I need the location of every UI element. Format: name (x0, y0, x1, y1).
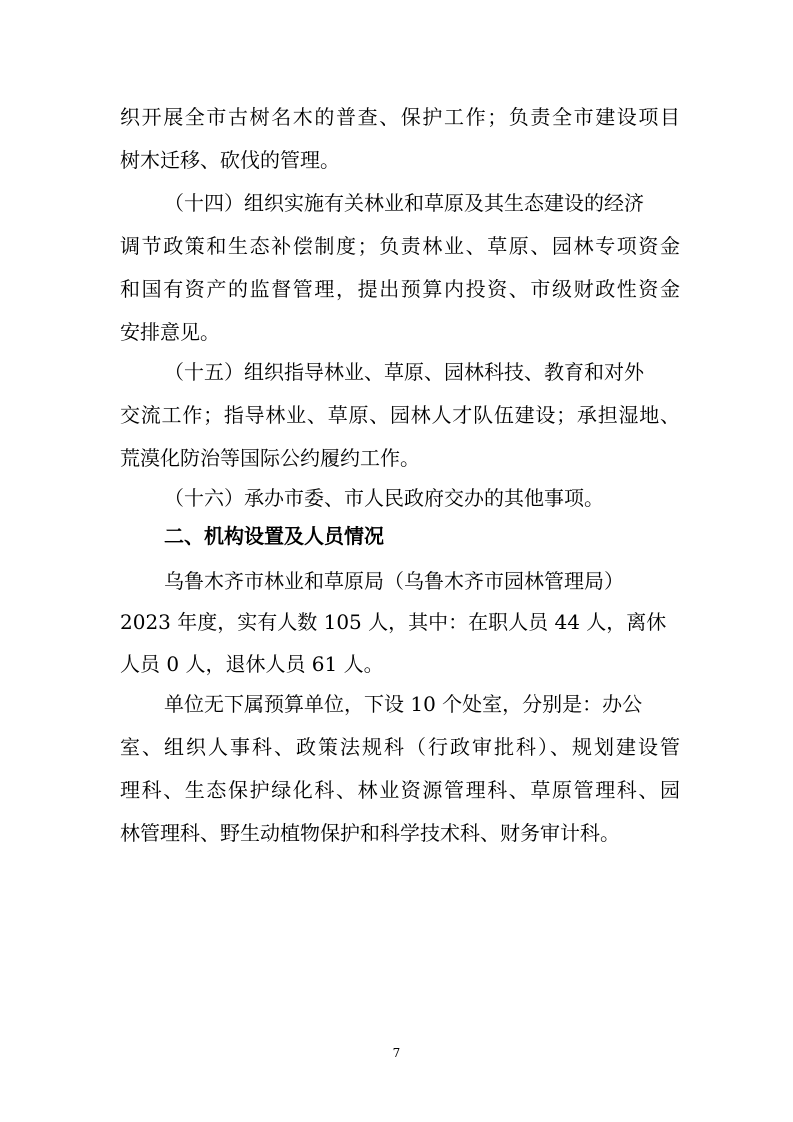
paragraph-line: 和国有资产的监督管理，提出预算内投资、市级财政性资金 (120, 277, 680, 301)
paragraph-line: 单位无下属预算单位，下设 10 个处室，分别是：办公 (164, 692, 643, 716)
paragraph-line: （十五）组织指导林业、草原、园林科技、教育和对外 (164, 360, 644, 384)
paragraph-line: 室、组织人事科、政策法规科（行政审批科）、规划建设管 (120, 735, 680, 759)
paragraph-line: 交流工作；指导林业、草原、园林人才队伍建设；承担湿地、 (120, 403, 680, 427)
paragraph-line: 2023 年度，实有人数 105 人，其中：在职人员 44 人，离休 (120, 610, 667, 634)
paragraph-line: （十四）组织实施有关林业和草原及其生态建设的经济 (164, 191, 644, 215)
paragraph-line: 织开展全市古树名木的普查、保护工作；负责全市建设项目 (120, 105, 680, 129)
paragraph-line: 安排意见。 (120, 320, 220, 344)
paragraph-line: （十六）承办市委、市人民政府交办的其他事项。 (164, 486, 604, 510)
paragraph-line: 理科、生态保护绿化科、林业资源管理科、草原管理科、园 (120, 778, 680, 802)
paragraph-line: 人员 0 人，退休人员 61 人。 (120, 652, 384, 676)
paragraph-line: 调节政策和生态补偿制度；负责林业、草原、园林专项资金 (120, 234, 680, 258)
paragraph-line: 乌鲁木齐市林业和草原局（乌鲁木齐市园林管理局） (164, 569, 624, 593)
paragraph-line: 树木迁移、砍伐的管理。 (120, 148, 340, 172)
section-heading: 二、机构设置及人员情况 (164, 524, 384, 548)
page-number: 7 (392, 1046, 401, 1060)
paragraph-line: 林管理科、野生动植物保护和科学技术科、财务审计科。 (120, 821, 620, 845)
paragraph-line: 荒漠化防治等国际公约履约工作。 (120, 446, 420, 470)
